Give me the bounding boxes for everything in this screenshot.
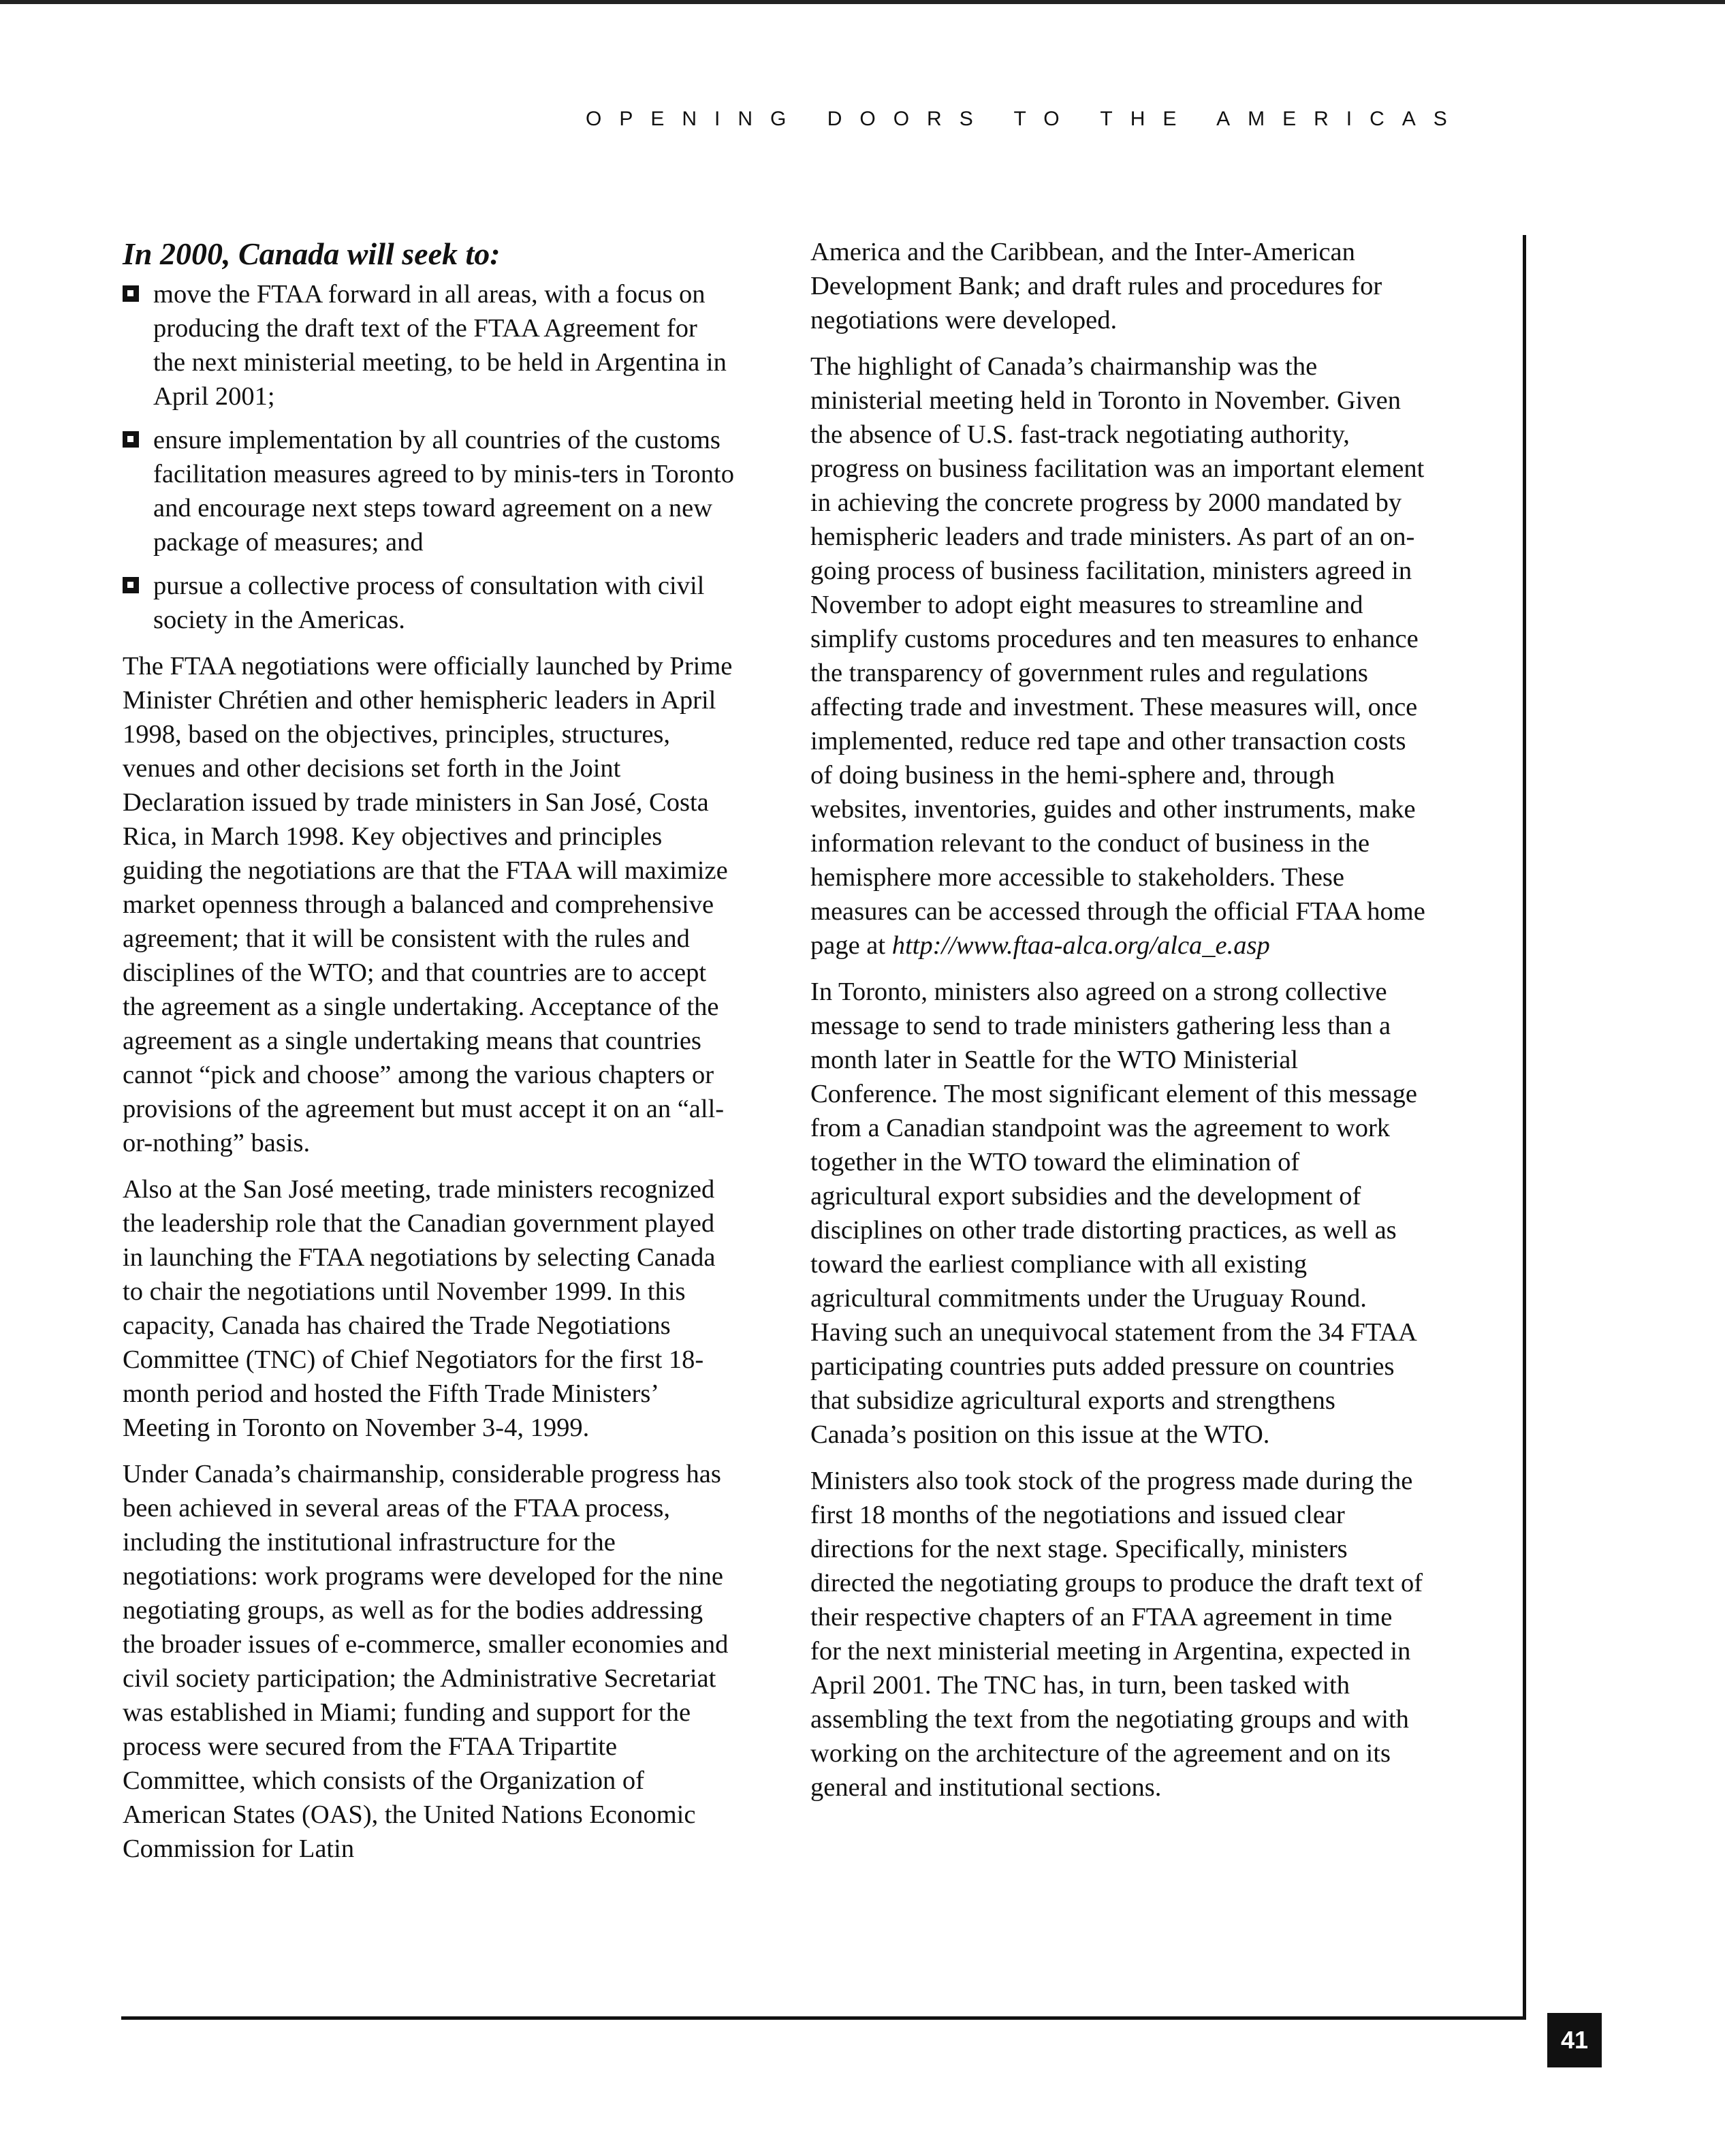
right-column [810,235,1427,1817]
paragraph: The FTAA negotiations were officially launched by Prime Minister Chrétien and other hemispheric leaders in April 1998, based on the objectives, principles, structures, venues and other decisions set forth in the Joint Declaration issued by trade ministers in San José, Costa Rica, in March 1998. Key objectives and principles guiding the negotiations are that the FTAA will maximize market openness through a balanced and comprehensive agreement; that it will be consistent with the rules and disciplines of the WTO; and that countries are to accept the agreement as a single undertaking. Acceptance of the agreement as a single undertaking means that countries cannot “pick and choose” among the various chapters or provisions of the agreement but must accept it on an “all-or-nothing” basis. [123,652,733,1157]
square-bullet-icon [123,577,139,593]
paragraph: Under Canada’s chairmanship, considerable progress has been achieved in several areas of the FTAA process, including the institutional infrastructure for the negotiations: work programs were developed for the nine negotiating groups, as well as for the bodies addressing the broader issues of e-commerce, smaller economies and civil society participation; the Administrative Secretariat was established in Miami; funding and support for the process were secured from the FTAA Tripartite Committee, which consists of the Organization of American States (OAS), the United Nations Economic Commission for Latin [123,1460,729,1863]
paragraph: In Toronto, ministers also agreed on a strong collective message to send to trade ministers gathering less than a month later in Seattle for the WTO Ministerial Conference. The most significant element of this message from a Canadian standpoint was the agreement to work together in the WTO toward the elimination of agricultural export subsidies and the development of disciplines on other trade distorting practices, as well as toward the earliest compliance with all existing agricultural commitments under the Uruguay Round. Having such an unequivocal statement from the 34 FTAA participating countries puts added pressure on countries that subsidize agricultural exports and strengthens Canada’s position on this issue at the WTO. [810,978,1417,1449]
list-item [123,423,735,559]
paragraph [810,349,1427,963]
left-column [123,235,735,1878]
ftaa-home-page-link[interactable]: http://www.ftaa-alca.org/alca_e.asp [891,931,1270,960]
paragraph: America and the Caribbean, and the Inter-American Development Bank; and draft rules and procedures for negotiations were developed. [810,238,1382,334]
square-bullet-icon [123,431,139,448]
paragraph: Ministers also took stock of the progress made during the first 18 months of the negotiations and issued clear directions for the next stage. Specifically, ministers directed the negotiating groups to produce the draft text of their respective chapters of an FTAA agreement in time for the next ministerial meeting in Argentina, expected in April 2001. The TNC has, in turn, been tasked with assembling the text from the negotiating groups and with working on the architecture of the agreement and on its general and institutional sections. [810,1467,1423,1802]
list-item-text: pursue a collective process of consultation with civil society in the Americas. [153,572,705,634]
footer-rule [121,2016,1526,2020]
paragraph-text: The highlight of Canada’s chairmanship was the ministerial meeting held in Toronto in November. Given the absence of U.S. fast-track negotiating authority, progress on business facilitation was an important element in achieving the concrete progress by 2000 mandated by hemispheric leaders and trade ministers. As part of an on-going process of business facilitation, ministers agreed in November to adopt eight measures to streamline and simplify customs procedures and ten measures to enhance the transparency of government rules and regulations affecting trade and investment. These measures will, once implemented, reduce red tape and other transaction costs of doing business in the hemi-sphere and, through websites, inventories, guides and other instruments, make information relevant to the conduct of business in the hemisphere more accessible to stakeholders. These measures can be accessed through the official FTAA home page at [810,352,1425,960]
page-number: 41 [1547,2013,1602,2067]
vertical-rule [1523,235,1526,2020]
list-item-text: ensure implementation by all countries of the customs facilitation measures agreed to by minis-ters in Toronto and encourage next steps toward agreement on a new package of measures; and [153,426,734,557]
square-bullet-icon [123,285,139,302]
list-item [123,277,735,413]
top-edge-rule [0,0,1725,4]
section-heading: In 2000, Canada will seek to: [123,236,501,271]
running-header: OPENING DOORS TO THE AMERICAS [586,108,1465,130]
list-item [123,569,735,637]
list-item-text: move the FTAA forward in all areas, with a focus on producing the draft text of the FTAA Agreement for the next ministerial meeting, to be held in Argentina in April 2001; [153,280,727,411]
paragraph: Also at the San José meeting, trade ministers recognized the leadership role that the Canadian government played in launching the FTAA negotiations by selecting Canada to chair the negotiations until November 1999. In this capacity, Canada has chaired the Trade Negotiations Committee (TNC) of Chief Negotiators for the first 18-month period and hosted the Fifth Trade Ministers’ Meeting in Toronto on November 3-4, 1999. [123,1175,716,1442]
goals-list [123,277,735,637]
